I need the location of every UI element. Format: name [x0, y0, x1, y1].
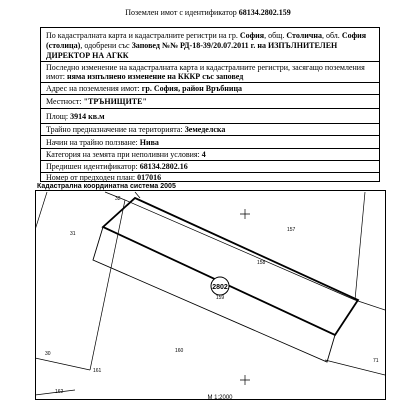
divider: [41, 160, 379, 161]
map-label: 157: [287, 227, 296, 233]
row-previous-plan: Номер от предходен план: 017016: [46, 173, 162, 182]
parcel-sub-number: 159: [215, 295, 225, 301]
row-use: Начин на трайно ползване: Нива: [46, 138, 159, 147]
boundary-line: [125, 200, 355, 300]
property-info-table: [40, 27, 380, 182]
document-title: [0, 8, 416, 17]
boundary-line: [355, 192, 365, 300]
boundary-line: [35, 192, 47, 230]
map-label: 71: [373, 358, 379, 364]
map-border: [36, 191, 386, 400]
map-caption: Кадастрална координатна система 2005: [37, 183, 176, 190]
row-map-approval: По кадастралната карта и кадастралните регистри на гр. София, общ. Столична, обл. София: [46, 31, 367, 40]
row-area: Площ: 3914 кв.м: [46, 112, 105, 121]
row-purpose: Трайно предназначение на територията: Земеделска: [46, 125, 226, 134]
divider: [41, 123, 379, 124]
map-label: 161: [93, 368, 102, 374]
parcel-number: 2802: [212, 284, 228, 291]
row-category: Категория на земята при неполивни условия: 4: [46, 150, 206, 159]
grid-cross-mark: [240, 209, 250, 219]
title-prefix: Поземлен имот с идентификатор: [125, 8, 237, 17]
divider: [41, 108, 379, 109]
parcel-160: [93, 227, 335, 362]
divider: [41, 148, 379, 149]
boundary-line: [35, 358, 90, 370]
map-label: 160: [175, 348, 184, 354]
boundary-line: [90, 200, 125, 370]
cadastral-map: [35, 190, 387, 400]
map-label: 162: [55, 389, 64, 395]
divider: [41, 94, 379, 95]
row-address: Адрес на поземления имот: гр. София, район Връбница: [46, 84, 243, 93]
map-label: 31: [70, 231, 76, 237]
row-locality: Местност: "ТРЪНИЩИТЕ": [46, 97, 147, 106]
boundary-line: [355, 300, 385, 310]
row-approval-authority: ДИРЕКТОР НА АГКК: [46, 51, 129, 60]
divider: [41, 61, 379, 62]
title-identifier: 68134.2802.159: [238, 8, 291, 17]
map-label: 30: [45, 351, 51, 357]
divider: [41, 135, 379, 136]
row-last-change-value: имот: няма изпълнено изменение на КККР със заповед: [46, 72, 244, 81]
map-label: 32: [115, 196, 121, 202]
row-previous-id: Предишен идентификатор: 68134.2802.16: [46, 162, 188, 171]
grid-cross-mark: [240, 375, 250, 385]
boundary-line: [135, 192, 140, 198]
subject-parcel: [103, 198, 358, 335]
divider: [41, 82, 379, 83]
row-approval-order: (столица), одобрени със Заповед №№ РД-18-39/20.07.2011 г. на ИЗПЪЛНИТЕЛЕН: [46, 41, 338, 50]
row-last-change: Последно изменение на кадастралната карта и кадастралните регистри, засягащо поземления: [46, 63, 365, 72]
map-scale: М 1:2000: [207, 395, 233, 400]
map-label: 158: [257, 260, 266, 266]
